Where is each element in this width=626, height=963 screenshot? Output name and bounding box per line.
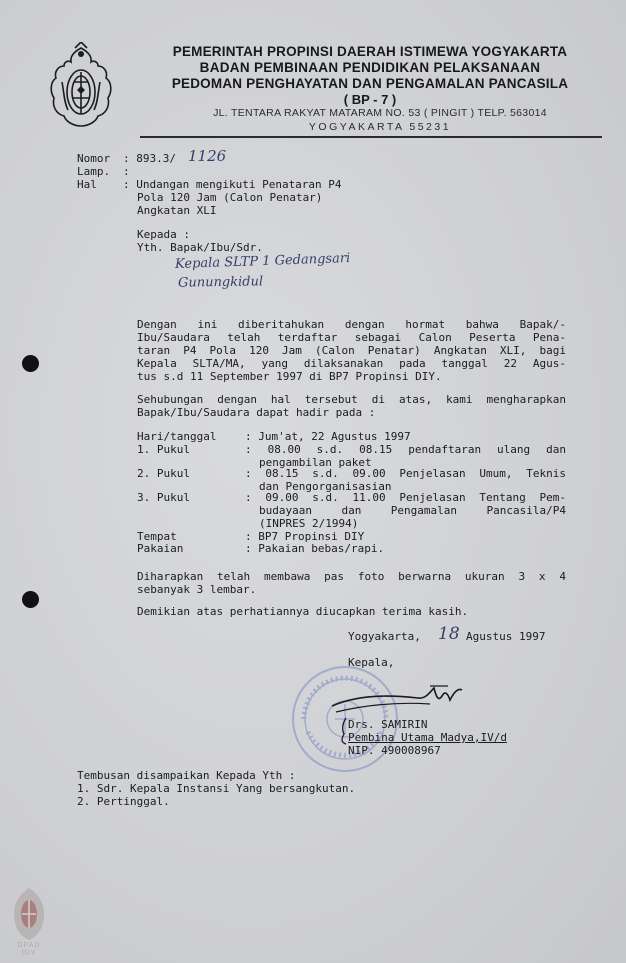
nomor-value: : 893.3/ bbox=[123, 152, 176, 165]
cc-heading: Tembusan disampaikan Kepada Yth : bbox=[77, 769, 296, 782]
para2-line-1: Sehubungan dengan hal tersebut di atas, kami mengharapkan bbox=[137, 393, 566, 406]
punch-hole-bottom bbox=[22, 591, 39, 608]
para1-line-4: Kepala SLTA/MA, yang dilaksanakan pada tanggal 22 Agus- bbox=[137, 357, 566, 370]
para1-line-5: tus s.d 11 September 1997 di BP7 Propinsi DIY. bbox=[137, 370, 442, 383]
closing-date: Agustus 1997 bbox=[466, 630, 546, 643]
recipient-handwritten-2: Gunungkidul bbox=[177, 274, 264, 291]
schedule-pakaian-label: Pakaian bbox=[137, 542, 184, 555]
schedule-p1-line-1: : 08.00 s.d. 08.15 pendaftaran ulang dan bbox=[245, 443, 566, 456]
closing-title: Kepala, bbox=[348, 656, 395, 669]
letterhead-divider bbox=[140, 136, 602, 138]
hal-label: Hal bbox=[77, 178, 97, 191]
closing-place: Yogyakarta, bbox=[348, 630, 421, 643]
letterhead-city: YOGYAKARTA 55231 bbox=[308, 121, 452, 133]
punch-hole-top bbox=[22, 355, 39, 372]
signer-rank: Pembina Utama Madya,IV/d bbox=[348, 731, 507, 744]
para1-line-3: taran P4 Pola 120 Jam (Calon Penatar) Angkatan XLI, bagi bbox=[137, 344, 566, 357]
schedule-p2-line-1: : 08.15 s.d. 09.00 Penjelasan Umum, Teknis bbox=[245, 467, 566, 480]
para2-line-2: Bapak/Ibu/Saudara dapat hadir pada : bbox=[137, 406, 376, 419]
schedule-tempat-value: : BP7 Propinsi DIY bbox=[245, 530, 365, 543]
signer-nip: NIP. 490008967 bbox=[348, 744, 441, 757]
schedule-p2-line-2: dan Pengorganisasian bbox=[259, 480, 392, 493]
schedule-pakaian-value: : Pakaian bebas/rapi. bbox=[245, 542, 385, 555]
schedule-p3-line-2: budayaan dan Pengamalan Pancasila/P4 bbox=[259, 504, 566, 517]
watermark-line-2: DIY bbox=[21, 950, 37, 957]
lamp-value: : bbox=[123, 165, 130, 178]
recipient-kepada: Kepada : bbox=[137, 228, 190, 241]
para1-line-2: Ibu/Saudara telah terdaftar sebagai Calon Peserta Pena- bbox=[137, 331, 566, 344]
recipient-handwritten-1: Kepala SLTP 1 Gedangsari bbox=[174, 250, 351, 273]
schedule-p3-line-1: : 09.00 s.d. 11.00 Penjelasan Tentang Pem- bbox=[245, 491, 566, 504]
schedule-hari-label: Hari/tanggal bbox=[137, 430, 217, 443]
para3-line-2: sebanyak 3 lembar. bbox=[137, 583, 257, 596]
schedule-p1-label: 1. Pukul bbox=[137, 443, 190, 456]
para4: Demikian atas perhatiannya diucapkan terima kasih. bbox=[137, 605, 469, 618]
nomor-label: Nomor bbox=[77, 152, 111, 165]
schedule-p1-line-2: pengambilan paket bbox=[259, 456, 372, 469]
hal-line-3: Angkatan XLI bbox=[137, 204, 217, 217]
closing-day-handwritten: 18 bbox=[438, 624, 460, 644]
lamp-label: Lamp. bbox=[77, 165, 111, 178]
letterhead-address: JL. TENTARA RAKYAT MATARAM NO. 53 ( PINGIT ) TELP. 563014 bbox=[213, 107, 547, 119]
para1-line-1: Dengan ini diberitahukan dengan hormat bahwa Bapak/- bbox=[137, 318, 566, 331]
cc-item-2: 2. Pertinggal. bbox=[77, 795, 170, 808]
schedule-hari-value: : Jum'at, 22 Agustus 1997 bbox=[245, 430, 411, 443]
schedule-tempat-label: Tempat bbox=[137, 530, 177, 543]
signer-name: Drs. SAMIRIN bbox=[348, 718, 428, 731]
watermark-line-1: DPAD bbox=[17, 942, 41, 949]
coat-of-arms-logo bbox=[44, 42, 118, 132]
letterhead-line-1: PEMERINTAH PROPINSI DAERAH ISTIMEWA YOGYAKARTA bbox=[172, 44, 568, 59]
cc-item-1: 1. Sdr. Kepala Instansi Yang bersangkutan. bbox=[77, 782, 356, 795]
nomor-handwritten: 1126 bbox=[188, 147, 227, 165]
letterhead-line-4: ( BP - 7 ) bbox=[343, 92, 397, 107]
recipient-yth: Yth. Bapak/Ibu/Sdr. bbox=[137, 241, 263, 254]
archive-watermark-text bbox=[8, 942, 50, 958]
para3-line-1: Diharapkan telah membawa pas foto berwarna ukuran 3 x 4 bbox=[137, 570, 566, 583]
hal-line-2: Pola 120 Jam (Calon Penatar) bbox=[137, 191, 323, 204]
schedule-p2-label: 2. Pukul bbox=[137, 467, 190, 480]
signature bbox=[330, 682, 465, 722]
schedule-p3-line-3: (INPRES 2/1994) bbox=[259, 517, 359, 530]
schedule-p3-label: 3. Pukul bbox=[137, 491, 190, 504]
hal-line-1: : Undangan mengikuti Penataran P4 bbox=[123, 178, 342, 191]
letterhead-line-2: BADAN PEMBINAAN PENDIDIKAN PELAKSANAAN bbox=[199, 60, 541, 75]
letterhead-line-3: PEDOMAN PENGHAYATAN DAN PENGAMALAN PANCASILA bbox=[171, 76, 569, 91]
